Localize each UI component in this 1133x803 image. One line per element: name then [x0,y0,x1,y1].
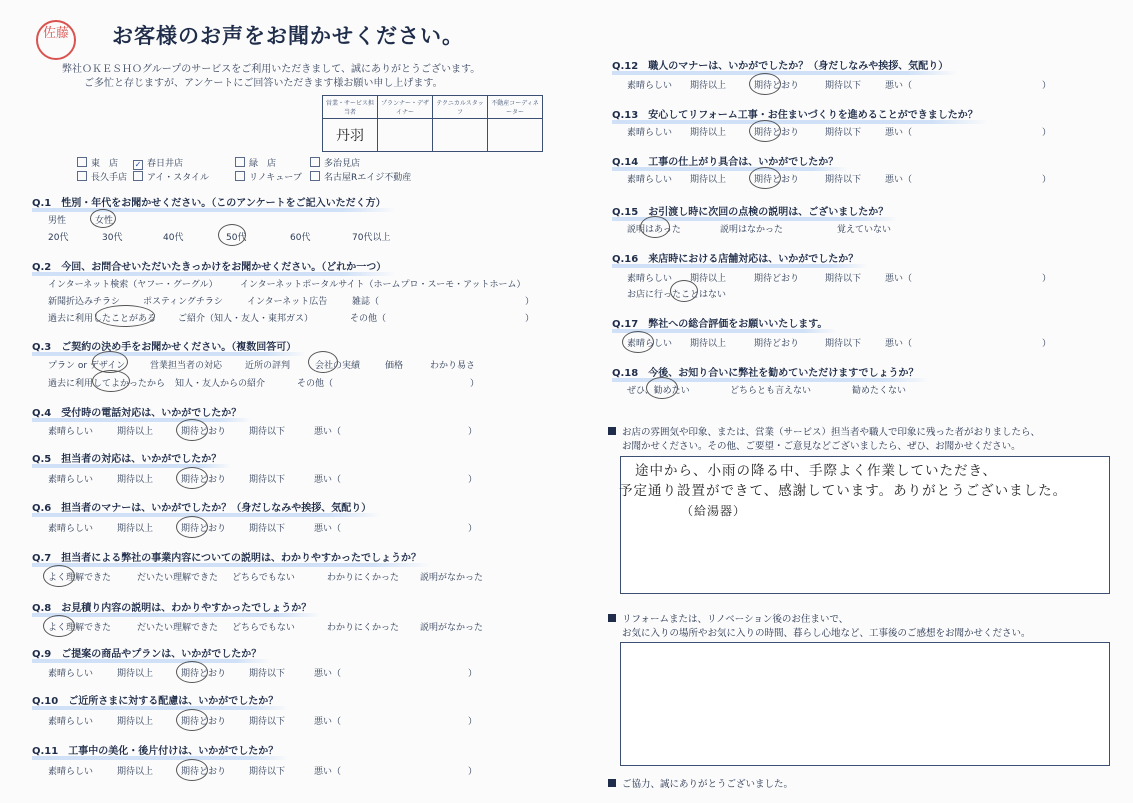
q10-option[interactable]: 期待以下 [249,717,286,727]
q12-title: Q.12 職人のマナーは、いかがでしたか？（身だしなみや挨拶、気配り） [612,57,948,72]
staff-header: 営業・サービス担当者 [323,96,378,119]
q5-paren: ） [468,475,478,485]
q14-option[interactable]: 素晴らしい [627,175,673,185]
checkbox-icon [77,171,87,181]
q9-option[interactable]: 期待どおり [181,669,227,679]
q13-title: Q.13 安心してリフォーム工事・お住まいづくりを進めることができましたか？ [612,106,978,121]
q15-title: Q.15 お引渡し時に次回の点検の説明は、ございましたか？ [612,203,888,218]
q17-option[interactable]: 期待以下 [825,339,862,349]
q13-option[interactable]: 期待以下 [825,128,862,138]
comment-prompt-1: お店の雰囲気や印象、または、営業（サービス）担当者や職人で印象に残った者がおりましたら、 [608,424,1040,438]
answer-circle [90,209,116,228]
square-bullet-icon [608,779,616,787]
q18-option[interactable]: ぜひ、勧めたい [627,386,690,396]
q12-option[interactable]: 期待以上 [690,81,727,91]
q10-option[interactable]: 期待どおり [181,717,227,727]
q14-option[interactable]: 期待どおり [754,175,800,185]
square-bullet-icon [608,427,616,435]
comment-text-line-1: 途中から、小雨の降る中、手際よく作業していただき、 [635,463,997,479]
q7-option[interactable]: どちらでもない [232,573,295,583]
staff-table [322,95,543,152]
q9-option[interactable]: 期待以上 [117,669,154,679]
q18-title: Q.18 今後、お知り合いに弊社を勧めていただけますでしょうか？ [612,364,919,379]
intro-line-1: 弊社ＯＫＥＳＨＯグループのサービスをご利用いただきまして、誠にありがとうございます。 [62,64,481,75]
intro-line-2: ご多忙と存じますが、アンケートにご回答いただきます様お願い申し上げます。 [84,78,443,89]
answer-circle [749,73,781,95]
q15-option[interactable]: 覚えていない [837,225,892,235]
staff-technical-name[interactable] [433,119,488,152]
q5-option[interactable]: 期待以下 [249,475,286,485]
q3-paren: ） [470,379,480,389]
q16-option[interactable]: 期待以下 [825,274,862,284]
checkbox-icon [133,171,143,181]
staff-realestate-name[interactable] [488,119,543,152]
q10-title: Q.10 ご近所さまに対する配慮は、いかがでしたか？ [32,692,278,707]
q17-title: Q.17 弊社への総合評価をお願いいたします。 [612,315,827,330]
footer-thanks: ご協力、誠にありがとうございました。 [608,776,793,790]
q3-option[interactable]: 価格 [385,361,404,371]
q16-extra-option[interactable]: お店に行ったことはない [627,290,727,300]
q13-option[interactable]: 悪い（ [885,128,913,138]
q8-option[interactable]: どちらでもない [232,623,295,633]
q10-option[interactable]: 期待以上 [117,717,154,727]
answer-circle [640,216,670,238]
answer-circle [749,120,781,142]
q3-option[interactable]: その他（ [297,379,334,389]
answer-circle [622,331,654,353]
q6-option[interactable]: 期待どおり [181,524,227,534]
answer-circle [92,370,130,392]
q9-option[interactable]: 期待以下 [249,669,286,679]
q5-option[interactable]: 悪い（ [314,475,342,485]
q17-paren: ） [1042,339,1052,349]
q17-option[interactable]: 期待どおり [754,339,800,349]
q7-option[interactable]: わかりにくかった [327,573,400,583]
q11-paren: ） [468,767,478,777]
q5-option[interactable]: 期待どおり [181,475,227,485]
q2-option[interactable]: 新聞折込みチラシ [48,297,121,307]
q16-option[interactable]: 悪い（ [885,274,913,284]
q2-option[interactable]: 雑誌（ [352,297,380,307]
q12-option[interactable]: 悪い（ [885,81,913,91]
q4-title: Q.4 受付時の電話対応は、いかがでしたか？ [32,404,241,419]
q2-option[interactable]: インターネット検索（ヤフー・グーグル） [48,280,218,290]
answer-circle [176,516,208,538]
q3-option[interactable]: 営業担当者の対応 [150,361,223,371]
q7-option[interactable]: 説明がなかった [420,573,484,583]
shop-option[interactable]: 緑 店 [235,156,276,169]
q2-option[interactable]: インターネット広告 [247,297,328,307]
q5-title: Q.5 担当者の対応は、いかがでしたか？ [32,450,221,465]
answer-circle [176,467,208,489]
q14-option[interactable]: 悪い（ [885,175,913,185]
q3-option[interactable]: プラン or デザイン [48,361,126,371]
q16-option[interactable]: 期待以上 [690,274,727,284]
q3-title: Q.3 ご契約の決め手をお聞かせください。（複数回答可） [32,338,296,353]
shop-option[interactable]: 東 店 [77,156,118,169]
q6-option[interactable]: 期待以下 [249,524,286,534]
q12-option[interactable]: 期待どおり [754,81,800,91]
checkbox-icon [235,171,245,181]
q10-option[interactable]: 素晴らしい [48,717,94,727]
checkbox-checked-icon: ✓ [134,160,142,169]
q4-option[interactable]: 期待以上 [117,427,154,437]
square-bullet-icon [608,614,616,622]
answer-circle [95,305,155,327]
q2-title: Q.2 今回、お問合せいただいたきっかけをお聞かせください。（どれか一つ） [32,258,386,273]
q11-option[interactable]: 期待以上 [117,767,154,777]
q1-gender-male[interactable]: 男性 [48,216,67,226]
q1-age-option[interactable]: 20代 [48,233,69,243]
q2-option[interactable]: その他（ [350,314,387,324]
q2-paren: ） [525,314,535,324]
q8-option[interactable]: 説明がなかった [420,623,484,633]
q7-option[interactable]: よく理解できた [48,573,112,583]
q11-title: Q.11 工事中の美化・後片付けは、いかがでしたか？ [32,742,278,757]
q9-option[interactable]: 素晴らしい [48,669,94,679]
shop-option[interactable]: 名古屋Rエイジ不動産 [310,170,411,183]
q1-age-option[interactable]: 50代 [226,233,247,243]
staff-sales-name[interactable]: 丹羽 [323,119,378,152]
q2-paren: ） [525,297,535,307]
q12-paren: ） [1042,81,1052,91]
answer-circle [176,709,208,731]
q16-paren: ） [1042,274,1052,284]
q14-title: Q.14 工事の仕上がり具合は、いかがでしたか？ [612,153,838,168]
answer-circle [749,167,781,189]
q3-option[interactable]: 近所の評判 [245,361,291,371]
staff-header: プランナー・デザイナー [378,96,433,119]
answer-circle [43,565,75,587]
q14-option[interactable]: 期待以下 [825,175,862,185]
checkbox-icon [310,157,320,167]
q13-option[interactable]: 期待以上 [690,128,727,138]
comment-box-2[interactable] [620,642,1110,766]
comment-text-line-3: （給湯器） [681,504,747,518]
q2-option[interactable]: インターネットポータルサイト（ホームプロ・スーモ・アットホーム） [240,280,526,290]
q15-option[interactable]: 説明はなかった [720,225,784,235]
q11-option[interactable]: 期待以下 [249,767,286,777]
q12-option[interactable]: 素晴らしい [627,81,673,91]
shop-option[interactable]: リノキューブ [235,170,302,183]
q3-option[interactable]: わかり易さ [430,361,476,371]
q11-option[interactable]: 悪い（ [314,767,342,777]
staff-planner-name[interactable] [378,119,433,152]
q7-title: Q.7 担当者による弊社の事業内容についての説明は、わかりやすかったでしょうか？ [32,549,421,564]
q4-option[interactable]: 素晴らしい [48,427,94,437]
q9-paren: ） [468,669,478,679]
q16-option[interactable]: 期待どおり [754,274,800,284]
q14-paren: ） [1042,175,1052,185]
q8-option[interactable]: わかりにくかった [327,623,400,633]
q3-option[interactable]: 会社の実績 [315,361,361,371]
q15-option[interactable]: 説明はあった [627,225,681,235]
q7-option[interactable]: だいたい理解できた [137,573,219,583]
q18-option[interactable]: 勧めたくない [852,386,907,396]
q6-option[interactable]: 期待以上 [117,524,154,534]
q1-age-option[interactable]: 70代以上 [352,233,391,243]
q16-option[interactable]: 素晴らしい [627,274,673,284]
q8-option[interactable]: だいたい理解できた [137,623,219,633]
q13-paren: ） [1042,128,1052,138]
comment-prompt-2: リフォームまたは、リノベーション後のお住まいで、 [608,611,848,625]
q6-option[interactable]: 素晴らしい [48,524,94,534]
answer-circle [43,615,75,637]
q1-title: Q.1 性別・年代をお聞かせください。（このアンケートをご記入いただく方） [32,194,386,209]
q6-option[interactable]: 悪い（ [314,524,342,534]
staff-header: テクニカルスタッフ [433,96,488,119]
q4-option[interactable]: 期待以下 [249,427,286,437]
q17-option[interactable]: 悪い（ [885,339,913,349]
q6-paren: ） [468,524,478,534]
q16-title: Q.16 来店時における店舗対応は、いかがでしたか？ [612,250,858,265]
shop-option[interactable]: アイ・スタイル [133,170,209,183]
q8-title: Q.8 お見積り内容の説明は、わかりやすかったでしょうか？ [32,599,311,614]
q13-option[interactable]: 期待どおり [754,128,800,138]
q8-option[interactable]: よく理解できた [48,623,112,633]
q5-option[interactable]: 期待以上 [117,475,154,485]
q3-option[interactable]: 過去に利用してよかったから [48,379,166,389]
q18-option[interactable]: どちらとも言えない [730,386,812,396]
answer-circle [176,419,208,441]
q11-option[interactable]: 素晴らしい [48,767,94,777]
q4-option[interactable]: 期待どおり [181,427,227,437]
q10-option[interactable]: 悪い（ [314,717,342,727]
q5-option[interactable]: 素晴らしい [48,475,94,485]
q3-option[interactable]: 知人・友人からの紹介 [175,379,266,389]
comment-prompt-2b: お気に入りの場所やお気に入りの時間、暮らし心地など、工事後のご感想をお聞かせください。 [622,628,1031,639]
q1-age-option[interactable]: 40代 [163,233,184,243]
checkbox-icon [235,157,245,167]
answer-circle [176,661,208,683]
comment-box-1[interactable] [620,456,1110,594]
q4-option[interactable]: 悪い（ [314,427,342,437]
shop-option[interactable]: 長久手店 [77,170,127,183]
checkbox-icon [310,171,320,181]
q4-paren: ） [468,427,478,437]
q17-option[interactable]: 素晴らしい [627,339,673,349]
answer-circle [308,351,338,373]
q1-age-option[interactable]: 30代 [102,233,123,243]
q9-option[interactable]: 悪い（ [314,669,342,679]
page-title: お客様のお声をお聞かせください。 [112,24,464,48]
answer-circle [218,224,246,246]
q14-option[interactable]: 期待以上 [690,175,727,185]
answer-circle [176,759,208,781]
q1-age-option[interactable]: 60代 [290,233,311,243]
q6-title: Q.6 担当者のマナーは、いかがでしたか？（身だしなみや挨拶、気配り） [32,499,371,514]
q2-option[interactable]: 過去に利用したことがある [48,314,157,324]
q11-option[interactable]: 期待どおり [181,767,227,777]
q12-option[interactable]: 期待以下 [825,81,862,91]
q13-option[interactable]: 素晴らしい [627,128,673,138]
q10-paren: ） [468,717,478,727]
comment-prompt-1b: お聞かせください。その他、ご要望・ご意見などございましたら、ぜひ、お聞かせください。 [622,441,1021,452]
answer-circle [646,377,678,399]
shop-option[interactable]: ✓ 春日井店 [134,159,184,169]
comment-text-line-2: 予定通り設置ができて、感謝しています。ありがとうございました。 [619,483,1068,499]
shop-option[interactable]: 多治見店 [310,156,360,169]
name-seal-stamp: 佐藤 [36,20,76,60]
staff-header: 不動産コーディネーター [488,96,543,119]
q2-option[interactable]: ご紹介（知人・友人・東邦ガス） [178,314,314,324]
q2-option[interactable]: ポスティングチラシ [143,297,223,307]
checkbox-icon [77,157,87,167]
q17-option[interactable]: 期待以上 [690,339,727,349]
q1-gender-female[interactable]: 女性 [95,216,114,226]
q9-title: Q.9 ご提案の商品やプランは、いかがでしたか？ [32,645,261,660]
